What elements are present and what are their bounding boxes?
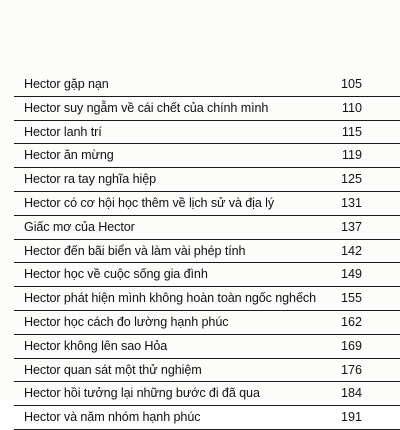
toc-entry [14, 240, 400, 264]
toc-entry-page: 162 [340, 314, 362, 329]
toc-entry-page: 137 [340, 219, 362, 234]
toc-entry-page: 155 [340, 291, 362, 306]
toc-entry-title: Hector lanh trí [24, 124, 102, 139]
toc-entry [14, 168, 400, 192]
toc-entry-title: Giấc mơ của Hector [24, 219, 135, 234]
toc-entry-page: 131 [340, 195, 362, 210]
toc-entry-page: 169 [340, 338, 362, 353]
toc-entry [14, 216, 400, 240]
toc-entry-title: Hector quan sát một thử nghiệm [24, 362, 202, 377]
toc-entry [14, 311, 400, 335]
toc-entry-title: Hector gặp nạn [24, 77, 109, 91]
toc-entry [14, 382, 400, 406]
toc-entry-page: 125 [340, 172, 362, 187]
toc-entry-page: 176 [340, 362, 362, 377]
toc-entry-page: 142 [340, 243, 362, 258]
toc-entry-title: Hector suy ngẫm về cái chết của chính mình [24, 100, 269, 115]
toc-entry-title: Hector đến bãi biển và làm vài phép tính [24, 243, 246, 258]
toc-entry [14, 263, 400, 287]
toc-entry [14, 359, 400, 383]
toc-entry-title: Hector không lên sao Hỏa [24, 338, 168, 353]
toc-entry [14, 335, 400, 359]
toc-entry-title: Hector và năm nhóm hạnh phúc [24, 410, 201, 425]
toc-entry-page: 105 [340, 77, 362, 91]
toc-entry [14, 144, 400, 168]
toc-entry-title: Hector học về cuộc sống gia đình [24, 267, 208, 282]
toc-entry-title: Hector ăn mừng [24, 148, 114, 163]
toc-entry-page: 191 [340, 410, 362, 425]
toc-entry-page: 184 [340, 386, 362, 401]
toc-entry-title: Hector hồi tưởng lại những bước đi đã qua [24, 386, 260, 401]
toc-entry [14, 121, 400, 145]
toc-entry-title: Hector có cơ hội học thêm về lịch sử và địa lý [24, 195, 275, 210]
toc-entry [14, 192, 400, 216]
toc-entry-page: 119 [341, 148, 362, 163]
toc-entry-page: 115 [341, 124, 362, 139]
toc-entry-title: Hector ra tay nghĩa hiệp [24, 172, 157, 187]
toc-entry-page: 149 [340, 267, 362, 282]
toc-entry [14, 287, 400, 311]
toc-entry-title: Hector phát hiện mình không hoàn toàn ngốc nghếch [24, 291, 316, 306]
table-of-contents [0, 73, 400, 430]
toc-entry [14, 97, 400, 121]
toc-entry-page: 110 [341, 100, 362, 115]
toc-entry-title: Hector học cách đo lường hạnh phúc [24, 314, 229, 329]
toc-entry [14, 73, 400, 97]
toc-entry [14, 406, 400, 430]
